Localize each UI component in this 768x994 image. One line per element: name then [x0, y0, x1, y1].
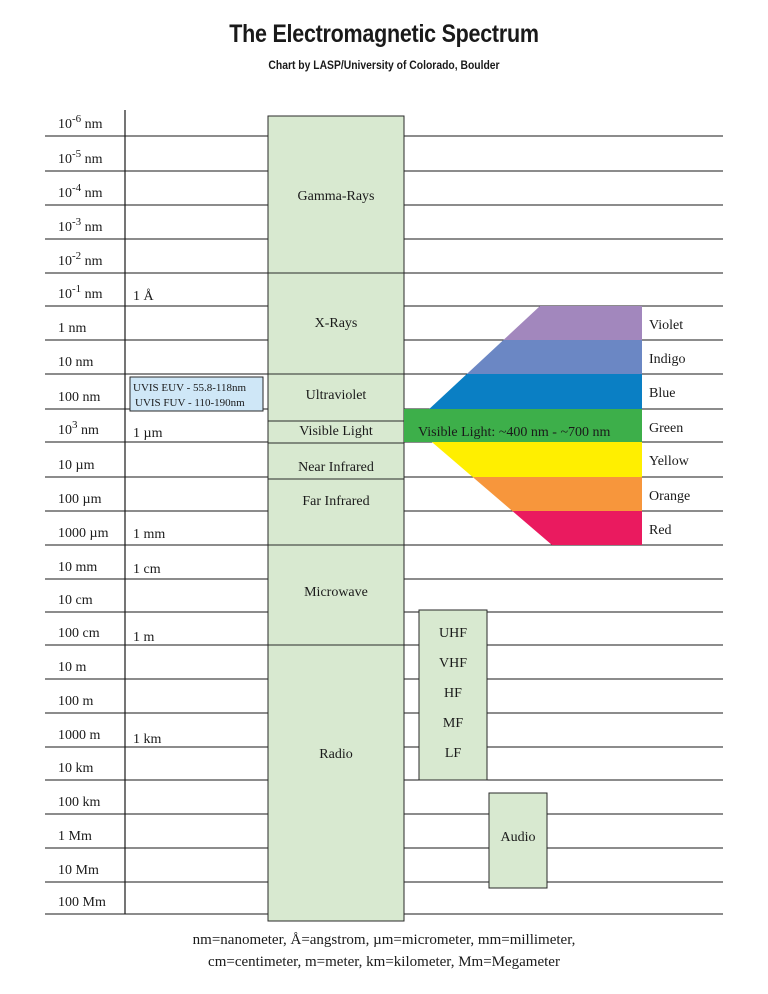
scale-label: 1 nm [58, 321, 87, 336]
scale-label: 10 µm [58, 458, 95, 473]
footer-line-2: cm=centimeter, m=meter, km=kilometer, Mm=Megameter [208, 954, 560, 970]
uvis-euv-label: UVIS EUV - 55.8-118nm [133, 382, 247, 394]
scale-label: 100 cm [58, 626, 100, 641]
band-label: X-Rays [314, 316, 358, 331]
radio-subband-label: VHF [438, 656, 468, 671]
band-label: Visible Light [299, 424, 373, 439]
radio-subband-label: UHF [438, 626, 468, 641]
band-label: Far Infrared [302, 494, 370, 509]
unit-equivalent-label: 1 mm [133, 527, 166, 542]
scale-label: $10^3$ nm [58, 419, 99, 438]
unit-equivalent-label: 1 µm [133, 426, 163, 441]
scale-label: $10^{-2}$ nm [58, 250, 103, 269]
scale-label: 1000 m [58, 728, 101, 743]
scale-label: $10^{-1}$ nm [58, 283, 103, 302]
uvis-fuv-label: UVIS FUV - 110-190nm [135, 397, 245, 409]
audio-label: Audio [500, 830, 536, 845]
radio-subband-label: HF [444, 686, 462, 701]
unit-equivalent-label: 1 km [133, 732, 162, 747]
color-band-blue [429, 374, 642, 409]
band-label: Microwave [304, 585, 368, 600]
visible-light-range-label: Visible Light: ~400 nm - ~700 nm [418, 425, 611, 440]
color-name-label: Yellow [649, 454, 689, 469]
color-band-violet [503, 306, 642, 340]
scale-label: 100 µm [58, 492, 102, 507]
band-label: Gamma-Rays [297, 189, 375, 204]
color-name-label: Indigo [649, 352, 686, 367]
scale-label: $10^{-4}$ nm [58, 182, 103, 201]
scale-label: 10 nm [58, 355, 94, 370]
color-band-orange [473, 477, 642, 511]
scale-label: 100 Mm [58, 895, 106, 910]
scale-label: 10 mm [58, 560, 98, 575]
scale-label: $10^{-3}$ nm [58, 216, 103, 235]
color-name-label: Orange [649, 489, 691, 504]
page-subtitle: Chart by LASP/University of Colorado, Boulder [268, 60, 500, 72]
scale-label: 1000 µm [58, 526, 109, 541]
unit-equivalent-label: 1 cm [133, 562, 161, 577]
scale-label: 1 Mm [58, 829, 92, 844]
scale-label: $10^{-5}$ nm [58, 148, 103, 167]
scale-label: 100 nm [58, 390, 101, 405]
color-name-label: Red [649, 523, 672, 538]
color-band-yellow [432, 442, 642, 477]
footer-line-1: nm=nanometer, Å=angstrom, µm=micrometer, mm=millimeter, [192, 932, 576, 948]
band-label: Radio [319, 747, 353, 762]
color-band-indigo [467, 340, 642, 374]
band-label: Ultraviolet [305, 388, 367, 403]
color-name-label: Violet [649, 318, 684, 333]
scale-label: 100 km [58, 795, 101, 810]
radio-subband-label: MF [442, 716, 464, 731]
band-radio [268, 645, 404, 921]
scale-label: 10 Mm [58, 863, 99, 878]
scale-label: 10 cm [58, 593, 93, 608]
radio-subband-label: LF [444, 746, 462, 761]
unit-equivalent-label: 1 Å [133, 289, 154, 304]
scale-label: 100 m [58, 694, 94, 709]
color-name-label: Blue [649, 386, 676, 401]
color-band-red [512, 511, 642, 545]
color-name-label: Green [649, 421, 684, 436]
scale-label: 10 km [58, 761, 94, 776]
scale-label: $10^{-6}$ nm [58, 113, 103, 132]
band-label: Near Infrared [298, 460, 374, 475]
page-title: The Electromagnetic Spectrum [229, 20, 539, 48]
unit-equivalent-label: 1 m [133, 630, 155, 645]
scale-label: 10 m [58, 660, 87, 675]
band-far-infrared [268, 479, 404, 545]
